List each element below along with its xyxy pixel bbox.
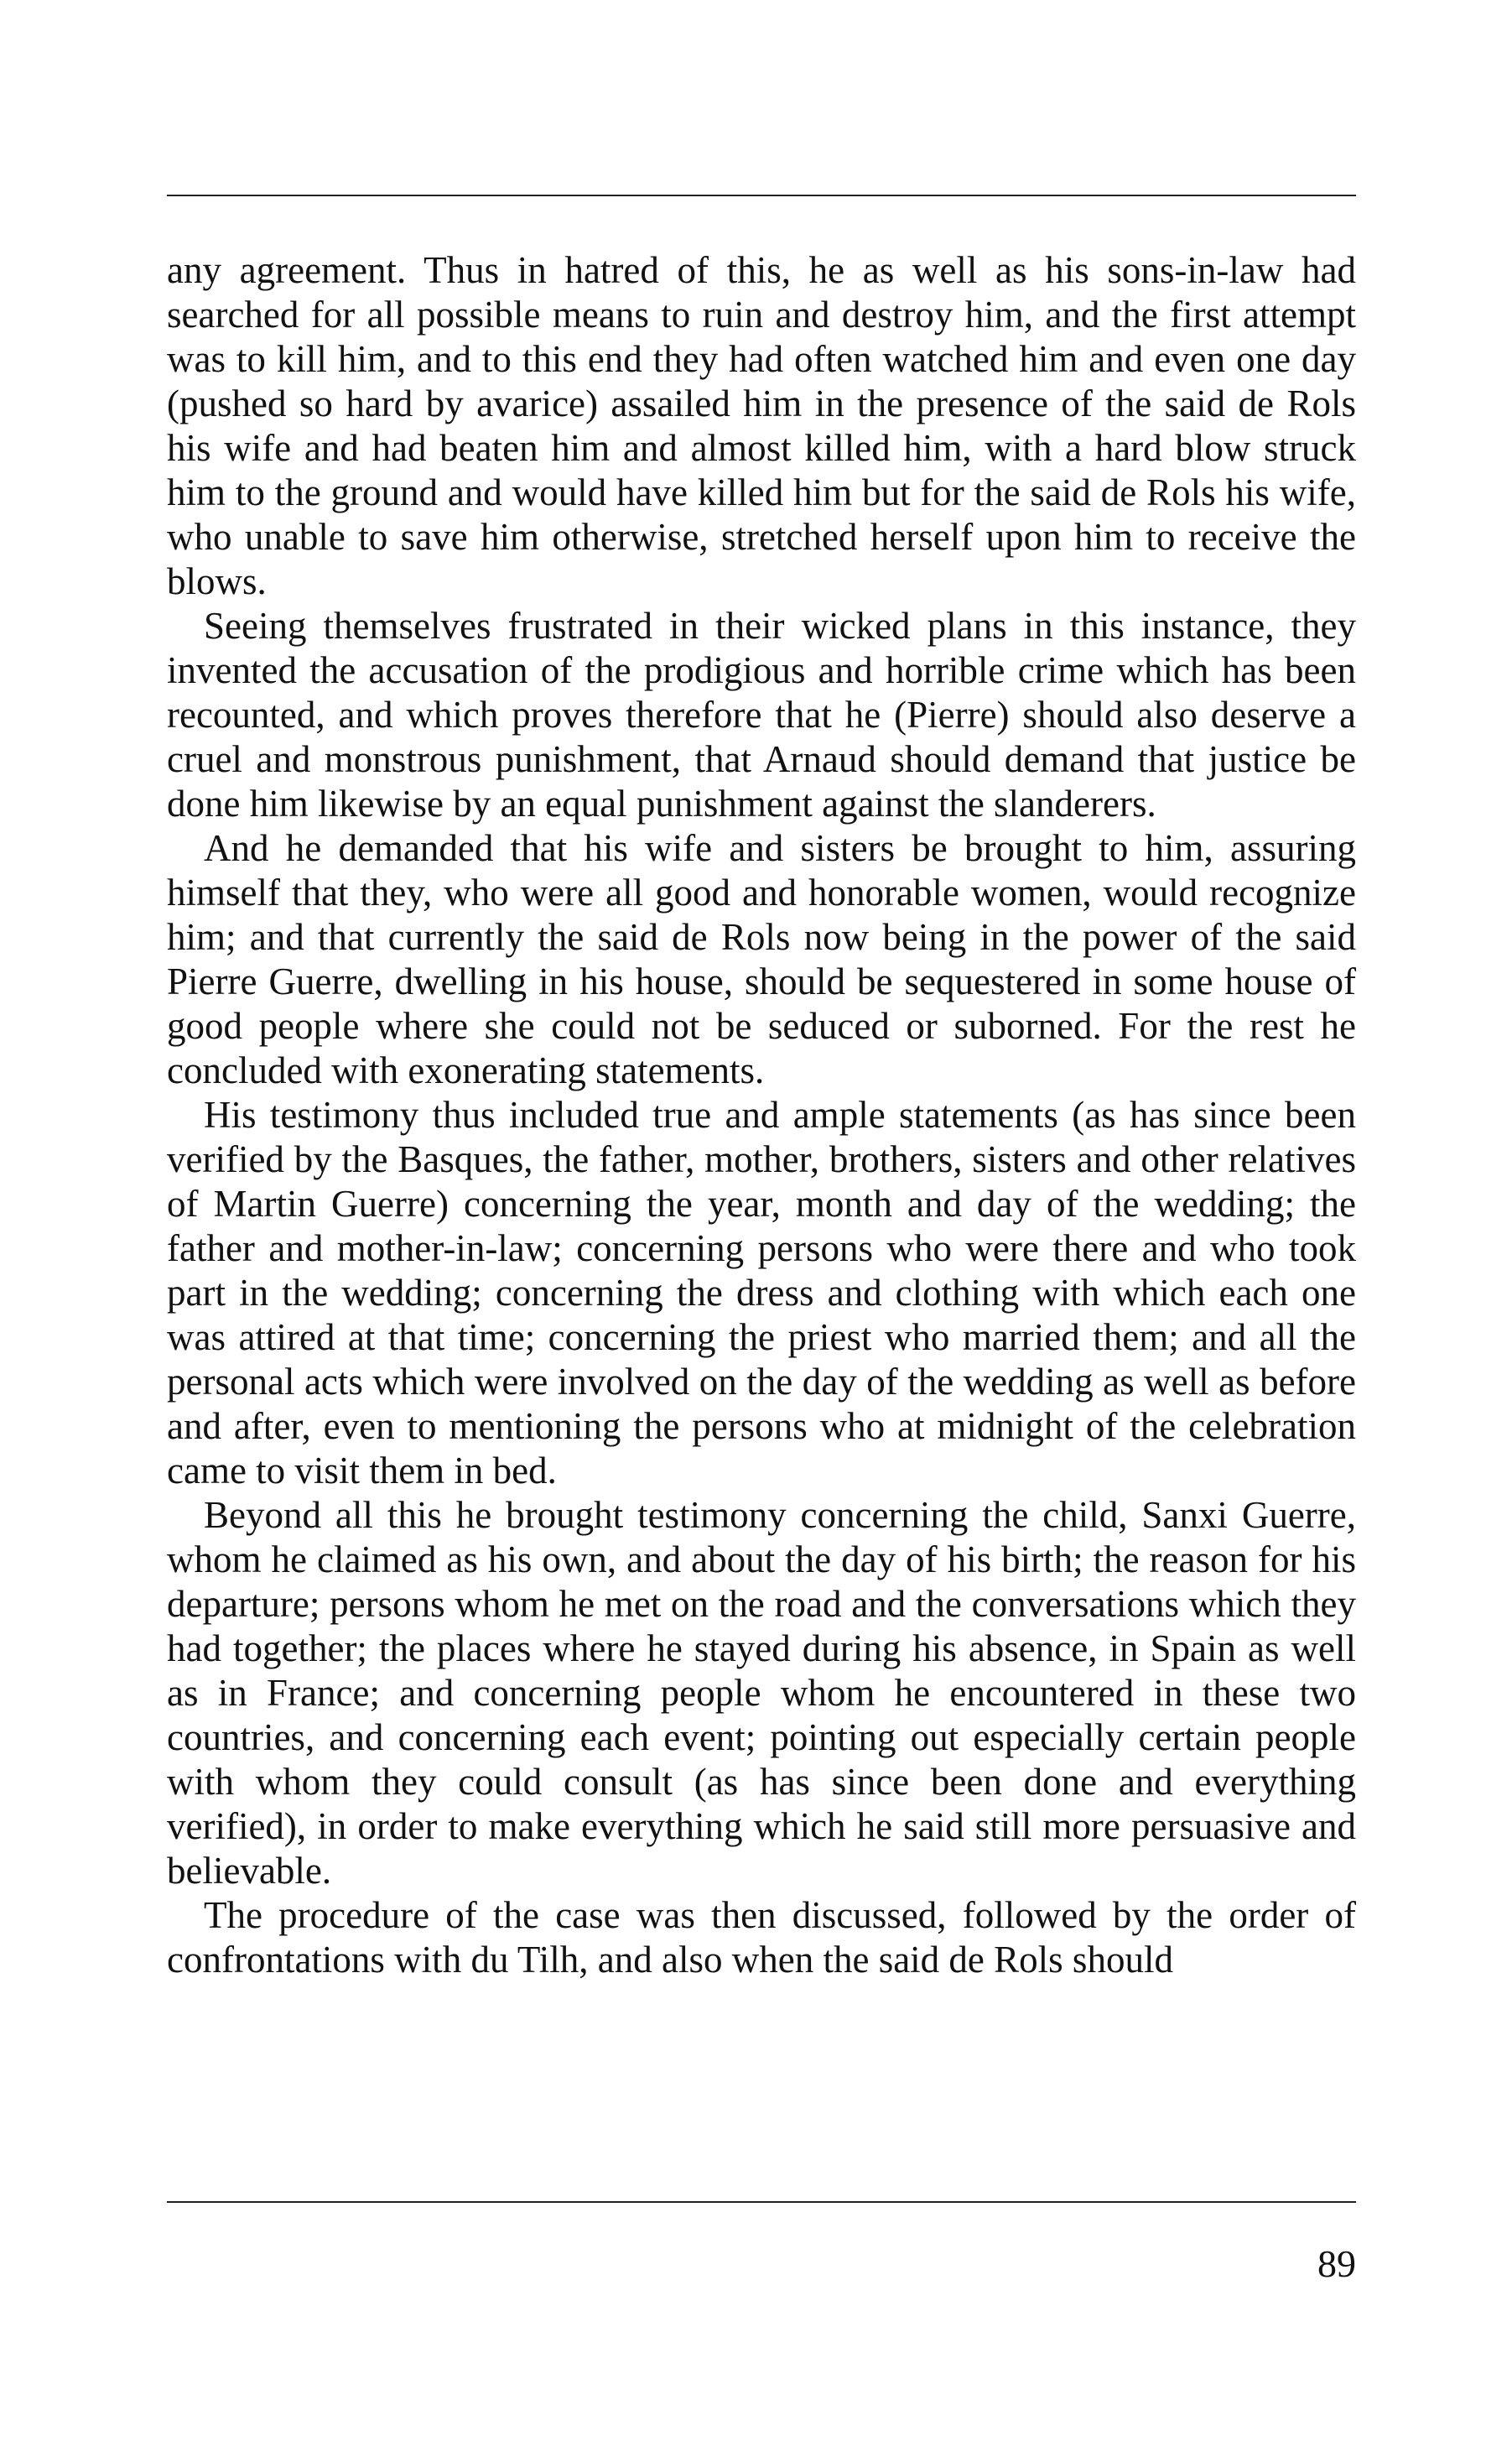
header-rule [167,195,1356,196]
footer-rule [167,2201,1356,2203]
paragraph-5: Beyond all this he brought testimony concerning the child, Sanxi Guerre, whom he claimed as his own, and about the day of his birth; the reason for his departure; persons whom he met on the road and the conversations which they had together; the places where he stayed during his absence, in Spain as well as in France; and concerning people whom he encountered in these two countries, and concerning each event; pointing out especially certain people with whom they could consult (as has since been done and everything verified), in order to make everything which he said still more persuasive and believable. [167,1494,1356,1892]
paragraph-1: any agreement. Thus in hatred of this, he as well as his sons-in-law had searched for all possible means to ruin and destroy him, and the first attempt was to kill him, and to this end they had often watched him and even one day (pushed so hard by avarice) assailed him in the presence of the said de Rols his wife and had beaten him and almost killed him, with a hard blow struck him to the ground and would have killed him but for the said de Rols his wife, who unable to save him otherwise, stretched herself upon him to receive the blows. [167,249,1356,602]
paragraph-3: And he demanded that his wife and sisters be brought to him, assuring himself that they, who were all good and honorable women, would recognize him; and that currently the said de Rols now being in the power of the said Pierre Guerre, dwelling in his house, should be sequestered in some house of good people where she could not be seduced or suborned. For the rest he concluded with exonerating statements. [167,827,1356,1091]
body-text [167,248,1356,1982]
paragraph-6: The procedure of the case was then discussed, followed by the order of confrontations with du Tilh, and also when the said de Rols should [167,1894,1356,1981]
paragraph-2: Seeing themselves frustrated in their wicked plans in this instance, they invented the accusation of the prodigious and horrible crime which has been recounted, and which proves therefore that he (Pierre) should also deserve a cruel and monstrous punishment, that Arnaud should demand that justice be done him likewise by an equal punishment against the slanderers. [167,605,1356,825]
paragraph-4: His testimony thus included true and ample statements (as has since been verified by the Basques, the father, mother, brothers, sisters and other relatives of Martin Guerre) concerning the year, month and day of the wedding; the father and mother-in-law; concerning persons who were there and who took part in the wedding; concerning the dress and clothing with which each one was attired at that time; concerning the priest who married them; and all the personal acts which were involved on the day of the wedding as well as before and after, even to mentioning the persons who at midnight of the celebration came to visit them in bed. [167,1094,1356,1491]
page-number: 89 [1317,2242,1356,2285]
